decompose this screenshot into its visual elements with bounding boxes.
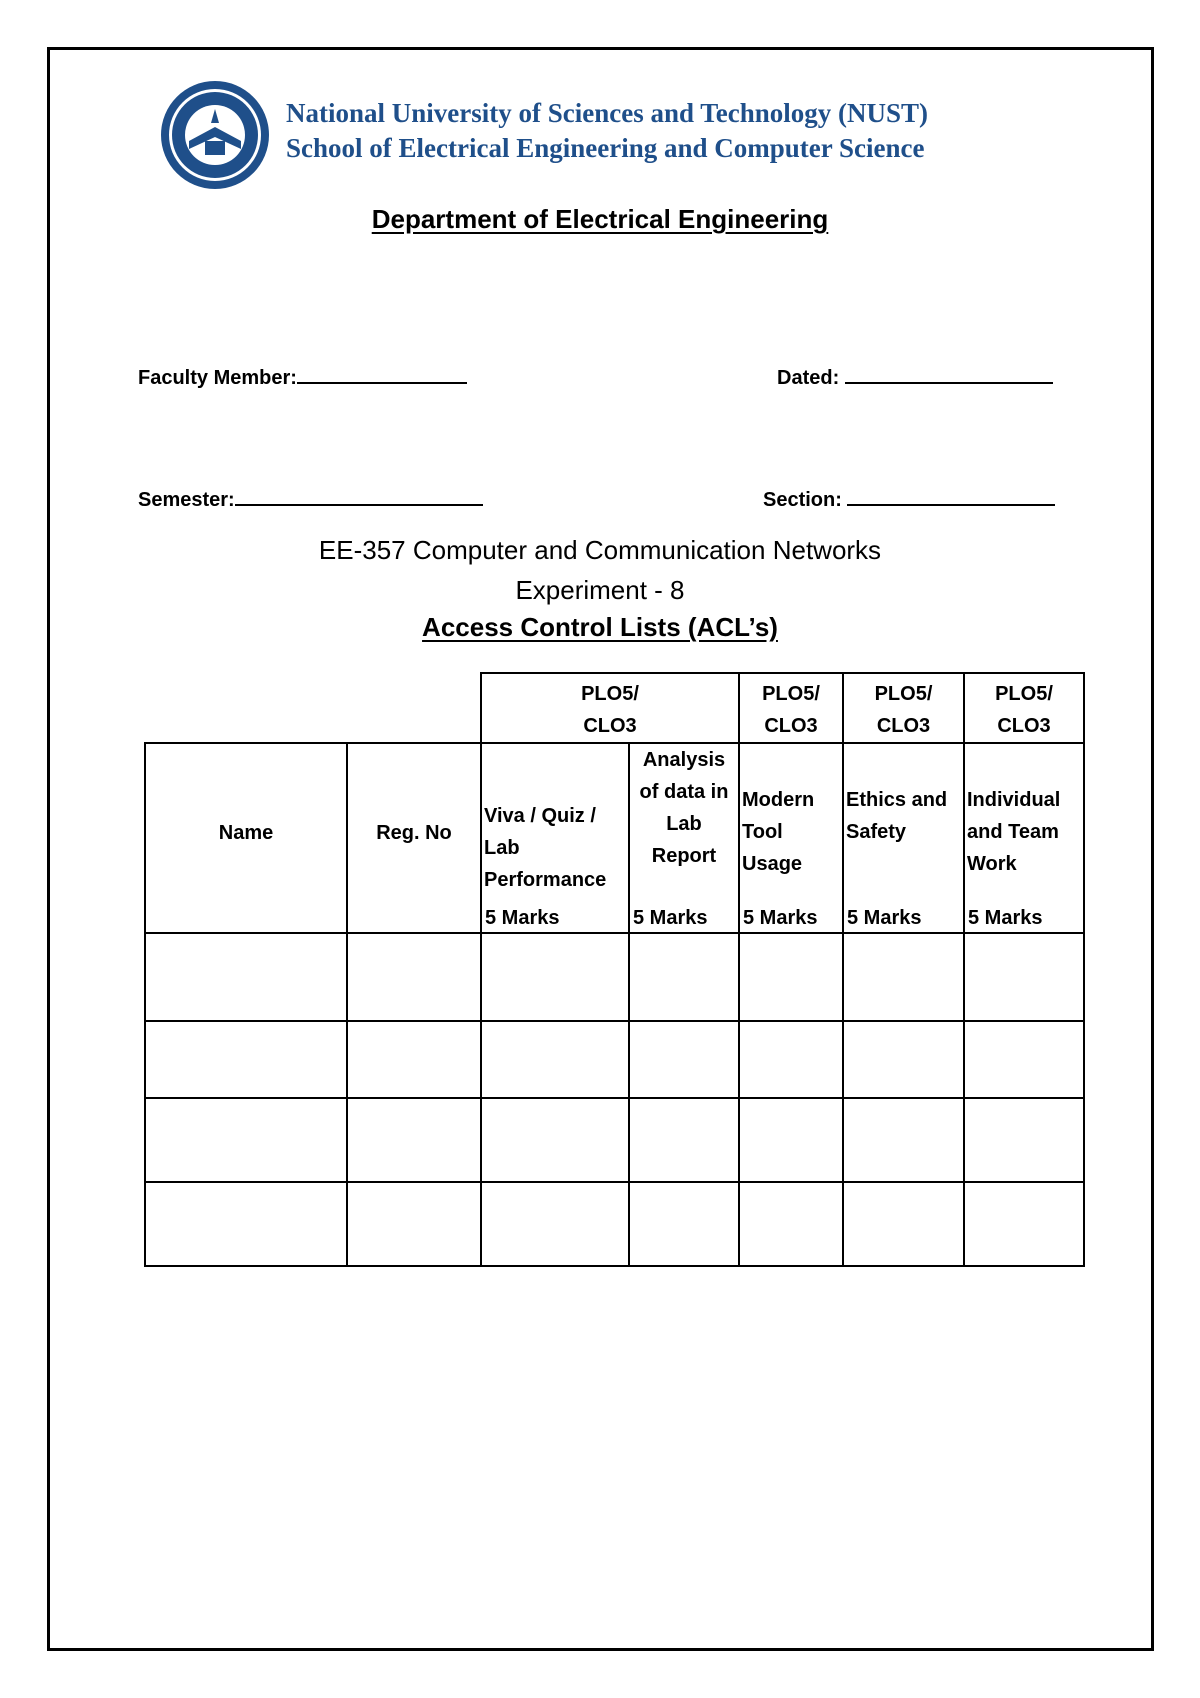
department-title: Department of Electrical Engineering bbox=[371, 204, 829, 234]
section-field bbox=[763, 484, 1055, 512]
ethics-cell[interactable] bbox=[843, 1182, 964, 1266]
column-marks: 5 Marks bbox=[847, 907, 922, 929]
plo-header-row bbox=[145, 673, 1084, 743]
faculty-member-blank[interactable] bbox=[297, 362, 467, 384]
column-header-reg bbox=[347, 743, 481, 933]
column-label: Name bbox=[218, 822, 274, 844]
teamwork-cell[interactable] bbox=[964, 1098, 1084, 1182]
name-cell[interactable] bbox=[145, 1182, 347, 1266]
plo-header: PLO5/ CLO3 bbox=[481, 673, 739, 743]
university-header bbox=[286, 96, 928, 166]
column-marks: 5 Marks bbox=[485, 907, 560, 929]
nust-logo bbox=[159, 79, 271, 191]
column-label: Individual and Team Work bbox=[967, 789, 1061, 875]
plo-header: PLO5/ CLO3 bbox=[843, 673, 964, 743]
section-blank[interactable] bbox=[847, 484, 1055, 506]
viva-cell[interactable] bbox=[481, 1182, 629, 1266]
column-header-name bbox=[145, 743, 347, 933]
name-cell[interactable] bbox=[145, 1098, 347, 1182]
teamwork-cell[interactable] bbox=[964, 1182, 1084, 1266]
column-label: Ethics and Safety bbox=[846, 789, 948, 843]
course-title: EE-357 Computer and Communication Networks bbox=[318, 535, 882, 565]
semester-blank[interactable] bbox=[235, 484, 483, 506]
modern-tool-cell[interactable] bbox=[739, 933, 843, 1021]
faculty-member-field bbox=[138, 362, 467, 390]
school-name: School of Electrical Engineering and Computer Science bbox=[286, 133, 925, 163]
rubric-table bbox=[144, 672, 1085, 1267]
column-header-viva bbox=[481, 743, 629, 933]
column-label: Analysis of data in Lab Report bbox=[639, 749, 729, 867]
university-name: National University of Sciences and Technology (NUST) bbox=[286, 98, 929, 128]
semester-label: Semester: bbox=[138, 489, 235, 511]
analysis-cell[interactable] bbox=[629, 1098, 739, 1182]
dated-blank[interactable] bbox=[845, 362, 1053, 384]
dated-field bbox=[777, 362, 1053, 390]
teamwork-cell[interactable] bbox=[964, 1021, 1084, 1098]
analysis-cell[interactable] bbox=[629, 1021, 739, 1098]
analysis-cell[interactable] bbox=[629, 1182, 739, 1266]
column-header-modern-tool bbox=[739, 743, 843, 933]
plo-header: PLO5/ CLO3 bbox=[964, 673, 1084, 743]
column-label: Reg. No bbox=[376, 822, 452, 844]
modern-tool-cell[interactable] bbox=[739, 1182, 843, 1266]
name-cell[interactable] bbox=[145, 1021, 347, 1098]
name-cell[interactable] bbox=[145, 933, 347, 1021]
ethics-cell[interactable] bbox=[843, 1021, 964, 1098]
viva-cell[interactable] bbox=[481, 1021, 629, 1098]
column-marks: 5 Marks bbox=[633, 907, 708, 929]
table-row bbox=[145, 1021, 1084, 1098]
column-label: Modern Tool Usage bbox=[742, 789, 815, 875]
section-label: Section: bbox=[763, 489, 842, 511]
faculty-member-label: Faculty Member: bbox=[138, 367, 297, 389]
reg-no-cell[interactable] bbox=[347, 933, 481, 1021]
table-row bbox=[145, 933, 1084, 1021]
ethics-cell[interactable] bbox=[843, 933, 964, 1021]
course-block bbox=[0, 530, 1200, 610]
experiment-number: Experiment - 8 bbox=[515, 575, 685, 605]
column-marks: 5 Marks bbox=[743, 907, 818, 929]
analysis-cell[interactable] bbox=[629, 933, 739, 1021]
column-header-analysis bbox=[629, 743, 739, 933]
modern-tool-cell[interactable] bbox=[739, 1021, 843, 1098]
viva-cell[interactable] bbox=[481, 1098, 629, 1182]
table-row bbox=[145, 1182, 1084, 1266]
reg-no-cell[interactable] bbox=[347, 1182, 481, 1266]
column-header-row bbox=[145, 743, 1084, 933]
viva-cell[interactable] bbox=[481, 933, 629, 1021]
column-header-ethics bbox=[843, 743, 964, 933]
lab-title: Access Control Lists (ACL’s) bbox=[422, 612, 778, 642]
column-marks: 5 Marks bbox=[968, 907, 1043, 929]
modern-tool-cell[interactable] bbox=[739, 1098, 843, 1182]
column-header-teamwork bbox=[964, 743, 1084, 933]
table-row bbox=[145, 1098, 1084, 1182]
plo-header: PLO5/ CLO3 bbox=[739, 673, 843, 743]
column-label: Viva / Quiz / Lab Performance bbox=[484, 805, 607, 891]
teamwork-cell[interactable] bbox=[964, 933, 1084, 1021]
reg-no-cell[interactable] bbox=[347, 1098, 481, 1182]
dated-label: Dated: bbox=[777, 367, 840, 389]
ethics-cell[interactable] bbox=[843, 1098, 964, 1182]
reg-no-cell[interactable] bbox=[347, 1021, 481, 1098]
semester-field bbox=[138, 484, 483, 512]
